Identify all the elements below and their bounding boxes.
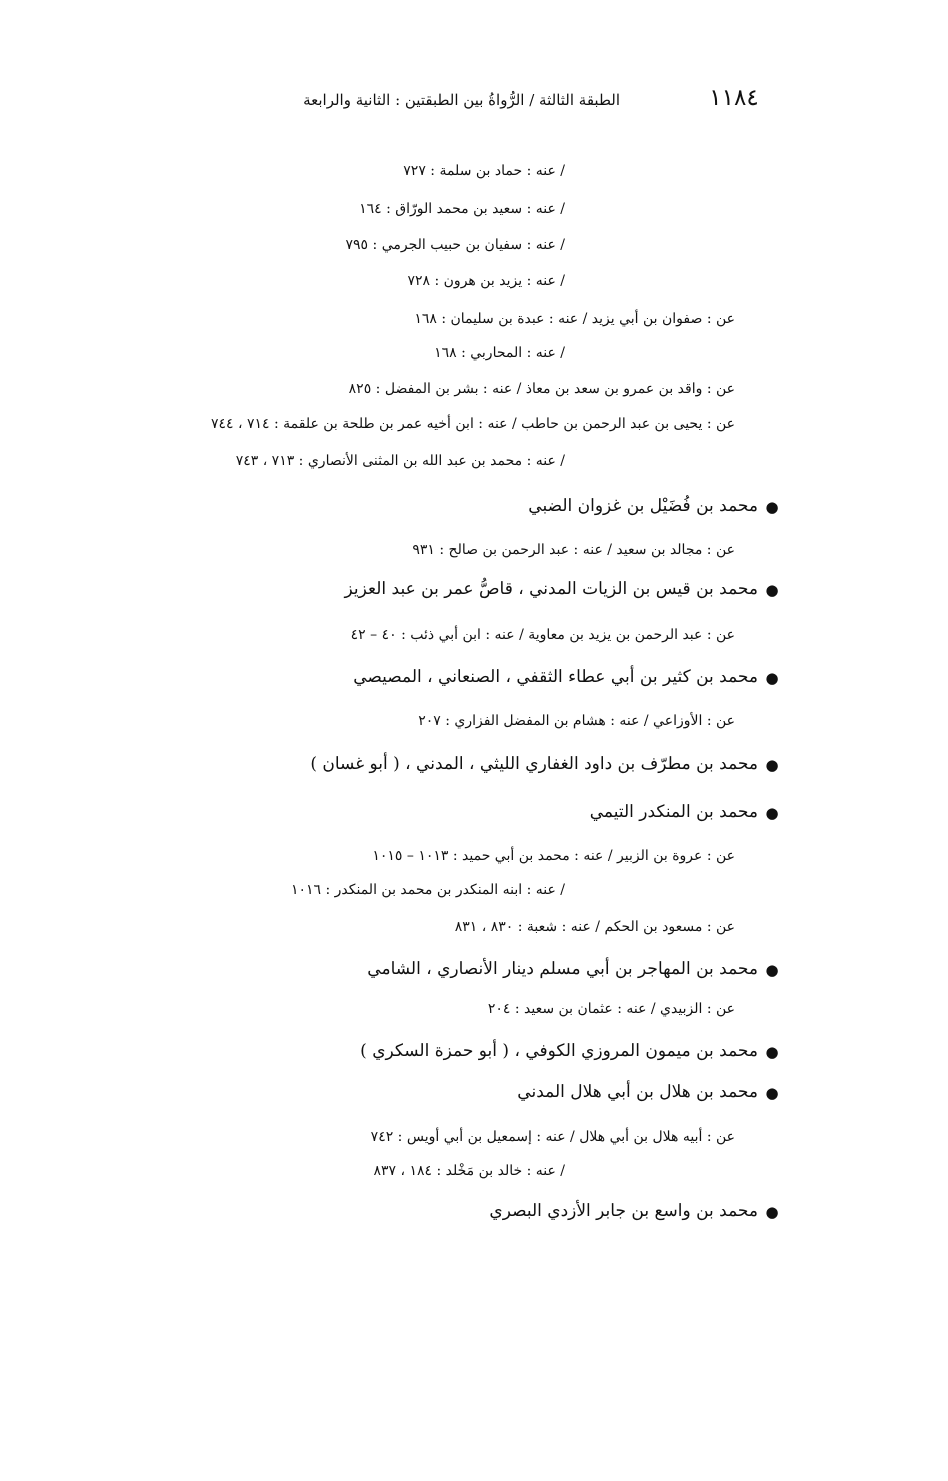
- narrator-heading: محمد بن مطرّف بن داود الغفاري الليثي ، المدني ، ( أبو غسان ): [310, 754, 758, 774]
- bullet-icon: ●: [765, 1043, 779, 1061]
- narrator-transmission-line: عن : مجالد بن سعيد / عنه : عبد الرحمن بن صالح : ٩٣١: [412, 542, 735, 558]
- narrator-transmission-line: عن : عبد الرحمن بن يزيد بن معاوية / عنه : ابن أبي ذئب : ٤٠ – ٤٢: [350, 627, 735, 643]
- narrator-transmission-line: عن : عروة بن الزبير / عنه : محمد بن أبي حميد : ١٠١٣ – ١٠١٥: [372, 848, 735, 864]
- narrator-heading: محمد بن واسع بن جابر الأزدي البصري: [489, 1201, 758, 1221]
- narrator-transmission-line: عن : يحيى بن عبد الرحمن بن حاطب / عنه : ابن أخيه عمر بن طلحة بن علقمة : ٧١٤ ، ٧٤٤: [210, 416, 735, 432]
- narrator-transmission-line: عن : أبيه هلال بن أبي هلال / عنه : إسمعيل بن أبي أويس : ٧٤٢: [370, 1129, 735, 1145]
- narrator-transmission-line: عن : الأوزاعي / عنه : هشام بن المفضل الفزاري : ٢٠٧: [418, 713, 735, 729]
- narrator-heading: محمد بن ميمون المروزي الكوفي ، ( أبو حمزة السكري ): [360, 1041, 758, 1061]
- narrator-heading: محمد بن المنكدر التيمي: [589, 802, 758, 822]
- narrator-transmission-line: عن : الزبيدي / عنه : عثمان بن سعيد : ٢٠٤: [487, 1001, 735, 1017]
- narrator-heading: محمد بن المهاجر بن أبي مسلم دينار الأنصاري ، الشامي: [367, 959, 758, 979]
- narrator-transmission-line: / عنه : سعيد بن محمد الورّاق : ١٦٤: [359, 201, 565, 217]
- narrator-transmission-line: / عنه : سفيان بن حبيب الجرمي : ٧٩٥: [345, 237, 565, 253]
- narrator-transmission-line: / عنه : محمد بن عبد الله بن المثنى الأنصاري : ٧١٣ ، ٧٤٣: [235, 453, 565, 469]
- narrator-heading: محمد بن قيس بن الزيات المدني ، قاصُّ عمر بن عبد العزيز: [344, 579, 758, 599]
- bullet-icon: ●: [765, 961, 779, 979]
- narrator-transmission-line: / عنه : المحاربي : ١٦٨: [434, 345, 565, 361]
- bullet-icon: ●: [765, 756, 779, 774]
- narrator-transmission-line: عن : صفوان بن أبي يزيد / عنه : عبدة بن سليمان : ١٦٨: [414, 311, 735, 327]
- bullet-icon: ●: [765, 1084, 779, 1102]
- narrator-heading: محمد بن كثير بن أبي عطاء الثقفي ، الصنعاني ، المصيصي: [353, 667, 758, 687]
- narrator-transmission-line: / عنه : خالد بن مَخْلد : ١٨٤ ، ٨٣٧: [373, 1163, 565, 1179]
- bullet-icon: ●: [765, 804, 779, 822]
- narrator-transmission-line: / عنه : ابنه المنكدر بن محمد بن المنكدر : ١٠١٦: [290, 882, 565, 898]
- bullet-icon: ●: [765, 498, 779, 516]
- narrator-transmission-line: / عنه : حماد بن سلمة : ٧٢٧: [403, 163, 565, 179]
- narrator-transmission-line: / عنه : يزيد بن هرون : ٧٢٨: [407, 273, 565, 289]
- bullet-icon: ●: [765, 1203, 779, 1221]
- bullet-icon: ●: [765, 581, 779, 599]
- page-number: ١١٨٤: [709, 85, 759, 111]
- narrator-transmission-line: عن : مسعود بن الحكم / عنه : شعبة : ٨٣٠ ، ٨٣١: [454, 919, 735, 935]
- narrator-heading: محمد بن هلال بن أبي هلال المدني: [517, 1082, 758, 1102]
- running-header-title: الطبقة الثالثة / الرُّواةُ بين الطبقتين : الثانية والرابعة: [303, 91, 620, 109]
- bullet-icon: ●: [765, 669, 779, 687]
- narrator-heading: محمد بن فُضَيْل بن غزوان الضبي: [528, 496, 758, 516]
- narrator-transmission-line: عن : واقد بن عمرو بن سعد بن معاذ / عنه : بشر بن المفضل : ٨٢٥: [348, 381, 735, 397]
